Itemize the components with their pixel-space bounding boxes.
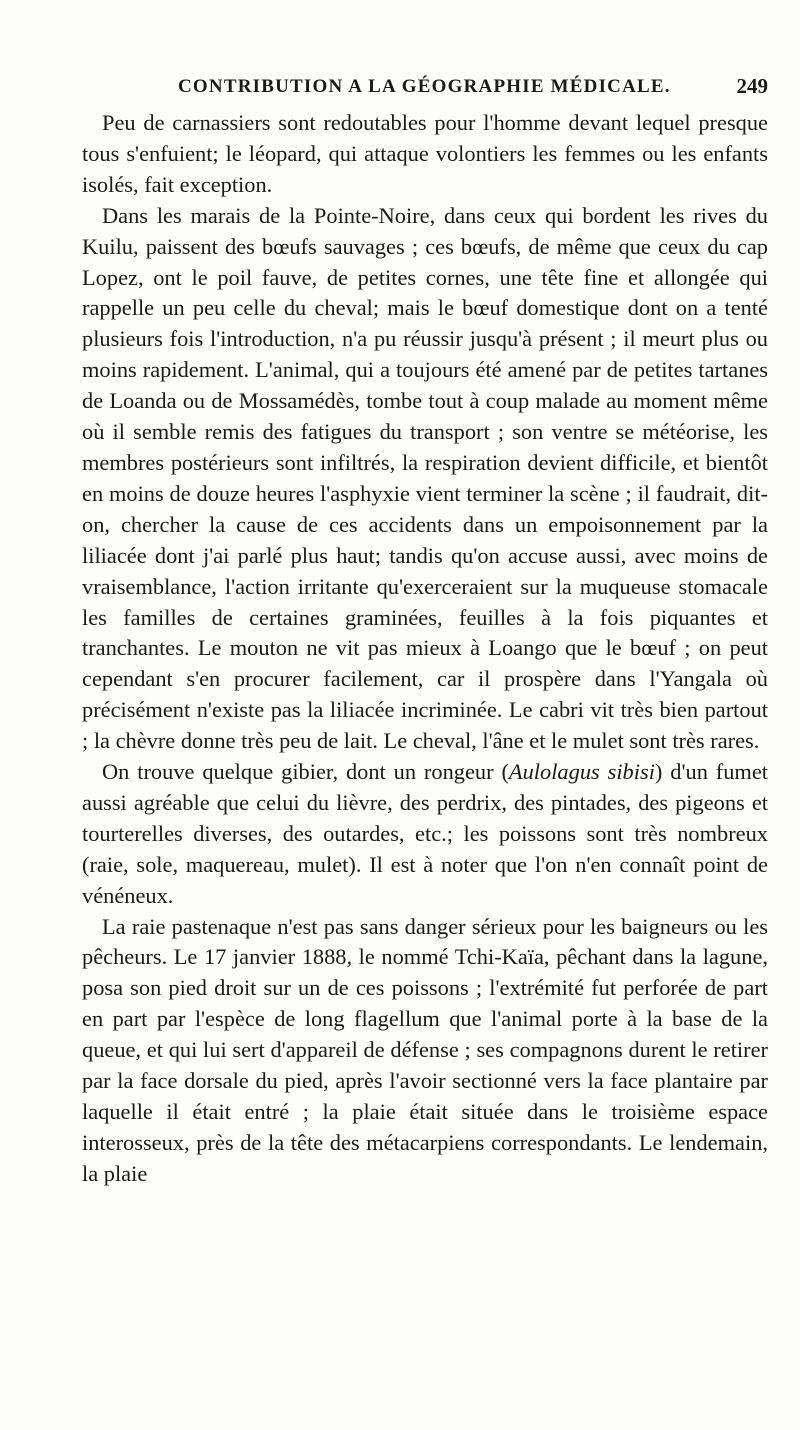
body-text xyxy=(82,108,768,1190)
running-head xyxy=(82,72,768,104)
paragraph-game-text-end: ) d'un fumet aussi agréable que celui du lièvre, des perdrix, des pintades, des pigeons et tourterelles diverses, des outardes, etc.; les poissons sont très nombreux (raie, sole, maquereau, mulet). Il est à noter que l'on n'en connaît point de vénéneux. xyxy=(82,759,769,908)
page-number: 249 xyxy=(736,74,768,98)
paragraph-stingray: La raie pastenaque n'est pas sans danger sérieux pour les baigneurs ou les pêcheurs. Le 17 janvier 1888, le nommé Tchi-Kaïa, pêchant dans la lagune, posa son pied droit sur un de ces poissons ; l'extrémité fut perforée de part en part par l'espèce de long flagellum que l'animal porte à la base de la queue, et qui lui sert d'appareil de défense ; ses compagnons durent le retirer par la face dorsale du pied, après l'avoir sectionné vers la face plantaire par laquelle il était entré ; la plaie était située dans le troisième espace interosseux, près de la tête des métacarpiens correspondants. Le lendemain, la plaie xyxy=(82,913,768,1186)
paragraph-carnivores: Peu de carnassiers sont redoutables pour l'homme devant lequel presque tous s'enfuient; le léopard, qui attaque volontiers les femmes ou les enfants isolés, fait exception. xyxy=(82,110,768,197)
running-title: CONTRIBUTION A LA GÉOGRAPHIE MÉDICALE. xyxy=(178,76,671,97)
species-name: Aulolagus sibisi xyxy=(508,759,655,785)
paragraph-cattle: Dans les marais de la Pointe-Noire, dans ceux qui bordent les rives du Kuilu, paissent des bœufs sauvages ; ces bœufs, de même que ceux du cap Lopez, ont le poil fauve, de petites cornes, une tête fine et allongée qui rappelle un peu celle du cheval; mais le bœuf domestique dont on a tenté plusieurs fois l'introduction, n'a pu réussir jusqu'à présent ; il meurt plus ou moins rapidement. L'animal, qui a toujours été amené par de petites tartanes de Loanda ou de Mossamédès, tombe tout à coup malade au moment même où il semble remis des fatigues du transport ; son ventre se météorise, les membres postérieurs sont infiltrés, la respiration devient difficile, et bientôt en moins de douze heures l'asphyxie vient terminer la scène ; il faudrait, dit-on, chercher la cause de ces accidents dans un empoisonnement par la liliacée dont j'ai parlé plus haut; tandis qu'on accuse aussi, avec moins de vraisemblance, l'action irritante qu'exerceraient sur la muqueuse stomacale les familles de certaines graminées, feuilles à la fois piquantes et tranchantes. Le mouton ne vit pas mieux à Loango que le bœuf ; on peut cependant s'en procurer facilement, car il prospère dans l'Yangala où précisément n'existe pas la liliacée incriminée. Le cabri vit très bien partout ; la chèvre donne très peu de lait. Le cheval, l'âne et le mulet sont très rares. xyxy=(82,202,768,754)
paragraph-game-text-start: On trouve quelque gibier, dont un rongeur ( xyxy=(102,759,509,785)
paragraph-game xyxy=(82,757,768,912)
